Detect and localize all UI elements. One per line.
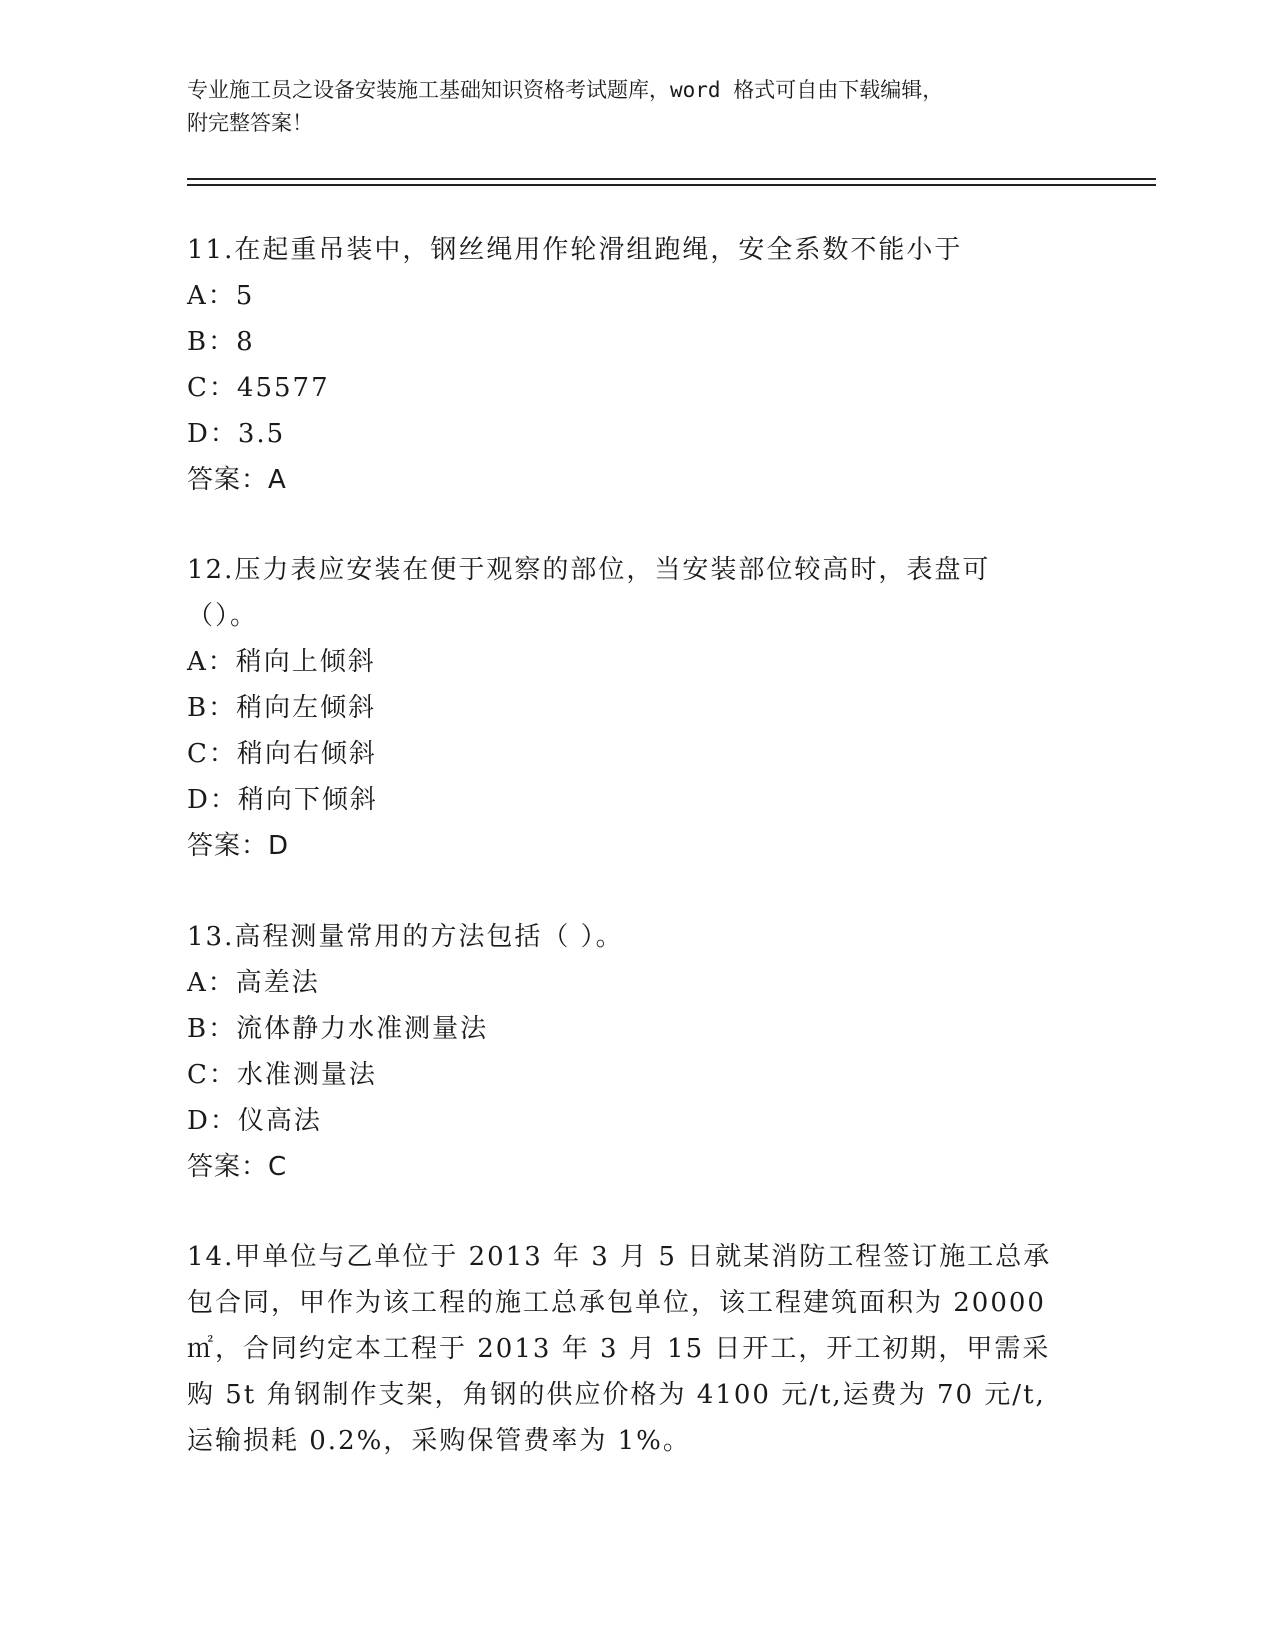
option-d: [187, 411, 1087, 457]
option-prefix: B：: [187, 327, 237, 357]
option-text: 稍向右倾斜: [236, 739, 377, 769]
document-header: [187, 74, 1067, 140]
option-text: 水准测量法: [236, 1060, 377, 1090]
header-divider-top: [187, 178, 1156, 180]
option-text: 8: [236, 327, 255, 357]
answer-line: 答案：D: [187, 831, 290, 861]
option-prefix: D：: [187, 1106, 238, 1136]
option-prefix: A：: [187, 968, 236, 998]
option-a: [187, 960, 1087, 1006]
header-line-1: 专业施工员之设备安装施工基础知识资格考试题库，word 格式可自由下载编辑，: [187, 78, 944, 102]
answer-line: 答案：C: [187, 1152, 288, 1182]
question-14: [187, 1234, 1067, 1464]
option-prefix: B：: [187, 693, 237, 723]
option-prefix: D：: [187, 785, 238, 815]
option-c: [187, 1052, 1087, 1098]
option-text: 稍向左倾斜: [236, 693, 377, 723]
option-prefix: C：: [187, 373, 237, 403]
header-divider-bottom: [187, 184, 1156, 186]
option-c: [187, 365, 1087, 411]
option-d: [187, 1098, 1087, 1144]
option-b: [187, 319, 1087, 365]
question-stem: 12.压力表应安装在便于观察的部位，当安装部位较高时，表盘可（）。: [187, 555, 991, 631]
answer-line: 答案：A: [187, 465, 287, 495]
option-prefix: A：: [187, 281, 236, 311]
option-text: 仪高法: [237, 1106, 322, 1136]
option-text: 5: [235, 281, 255, 311]
option-text: 稍向下倾斜: [237, 785, 378, 815]
option-text: 高差法: [235, 968, 320, 998]
option-b: [187, 1006, 1087, 1052]
option-prefix: D：: [187, 419, 238, 449]
option-text: 45577: [236, 373, 330, 403]
option-prefix: C：: [187, 739, 237, 769]
option-prefix: A：: [187, 647, 236, 677]
option-text: 流体静力水准测量法: [236, 1014, 489, 1044]
question-stem: 11.在起重吊装中，钢丝绳用作轮滑组跑绳，安全系数不能小于: [187, 235, 963, 265]
question-stem: 14.甲单位与乙单位于 2013 年 3 月 5 日就某消防工程签订施工总承包合同，甲作为该工程的施工总承包单位，该工程建筑面积为 20000㎡，合同约定本工程于 2013 年 3 月 15 日开工，开工初期，甲需采购 5t 角钢制作支架，角钢的供应价格为 4100 元/t,运费为 70 元/t,运输损耗 0.2%，采购保管费率为 1%。: [187, 1242, 1052, 1456]
header-line-2: 附完整答案！: [187, 111, 313, 135]
question-13: [187, 914, 1087, 1190]
question-12: [187, 547, 1047, 869]
option-text: 稍向上倾斜: [235, 647, 376, 677]
option-a: [187, 273, 1087, 319]
option-c: [187, 731, 1047, 777]
question-stem: 13.高程测量常用的方法包括（ ）。: [187, 922, 624, 952]
option-prefix: C：: [187, 1060, 237, 1090]
option-d: [187, 777, 1047, 823]
question-11: [187, 227, 1087, 503]
option-prefix: B：: [187, 1014, 237, 1044]
option-b: [187, 685, 1047, 731]
option-a: [187, 639, 1047, 685]
option-text: 3.5: [237, 419, 286, 449]
